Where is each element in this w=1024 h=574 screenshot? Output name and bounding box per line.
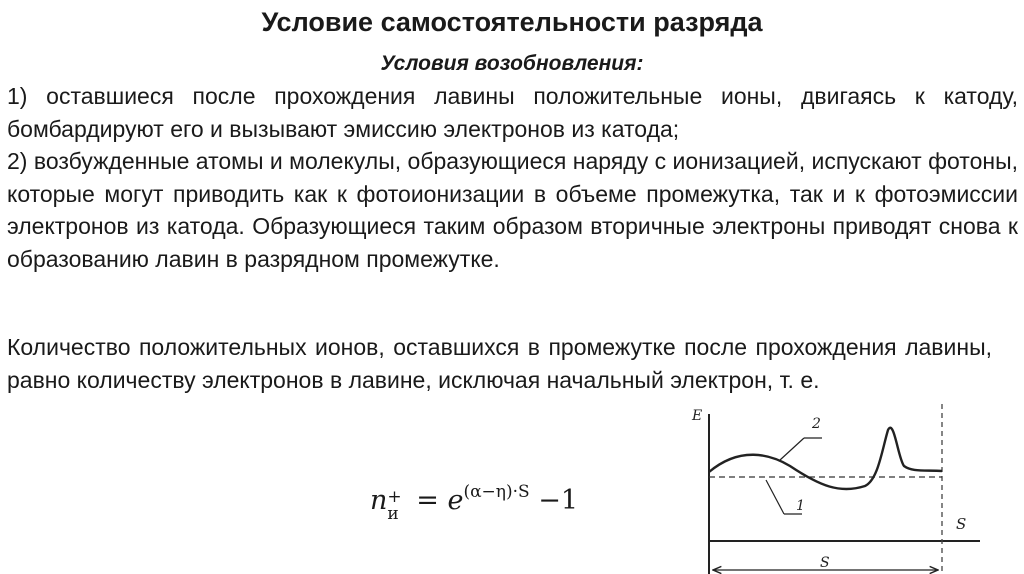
formula-superscript: + — [387, 487, 402, 507]
curve-2-distorted-field — [709, 428, 942, 489]
list-item-2: 2) возбужденные атомы и молекулы, образующиеся наряду с ионизацией, испускают фотоны, которые могут приводить как к фотоионизации в объеме промежутка, так и к фотоэмиссии электронов из катода. Образующиеся таким образом вторичные электроны приводят снова к образованию лавин в разрядном промежутке. — [7, 148, 1018, 272]
formula-exp-base: e — [447, 485, 464, 516]
gap-length-label: S — [820, 555, 830, 571]
x-axis-label: S — [956, 515, 967, 533]
formula-equals: = — [416, 485, 439, 516]
formula-base: n — [370, 485, 388, 516]
ion-count-formula — [370, 472, 578, 523]
curve-2-leader — [780, 438, 804, 460]
body-paragraph: Количество положительных ионов, оставшихся в промежутке после прохождения лавины, равно количеству электронов в лавине, исключая начальный электрон, т. е. — [7, 334, 992, 393]
y-axis-label: E — [692, 408, 703, 424]
formula-tail: −1 — [538, 485, 579, 516]
slide-subtitle: Условия возобновления: — [380, 52, 644, 75]
field-distribution-diagram — [680, 398, 980, 574]
formula-exponent: (α−η)·S — [463, 482, 530, 502]
formula-subscript: и — [387, 504, 399, 524]
curve-1-leader — [766, 480, 784, 514]
formula-indices — [387, 489, 401, 523]
slide-title: Условие самостоятельности разряда — [261, 7, 763, 37]
list-item-1: 1) оставшиеся после прохождения лавины положительные ионы, двигаясь к катоду, бомбардируют его и вызывают эмиссию электронов из катода; — [7, 83, 1018, 142]
curve-1-label: 1 — [796, 498, 805, 514]
curve-2-label: 2 — [812, 416, 821, 432]
